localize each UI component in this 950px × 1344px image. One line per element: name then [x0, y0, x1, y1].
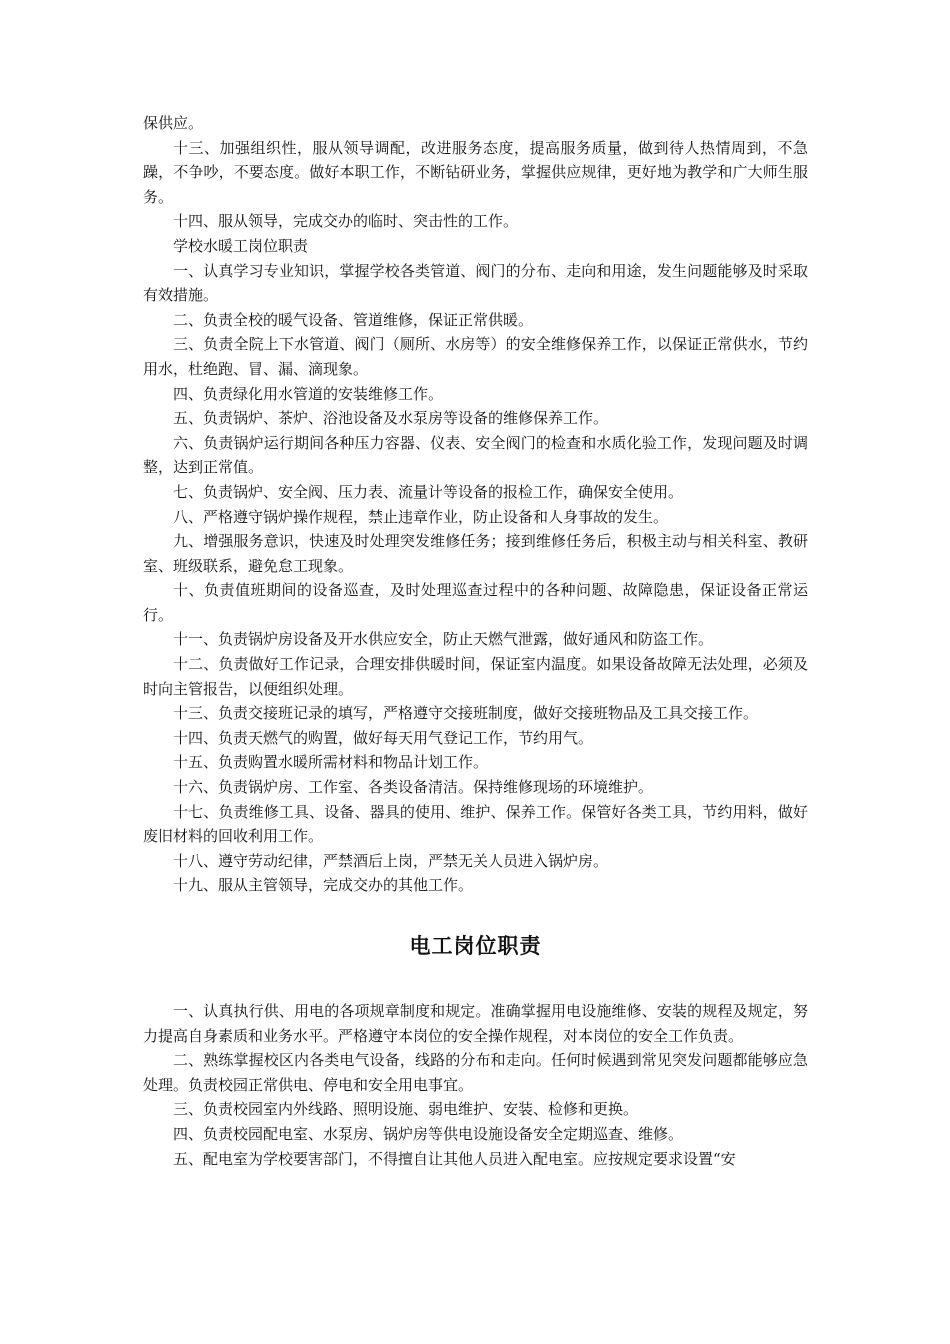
- paragraph: 十九、服从主管领导，完成交办的其他工作。: [173, 876, 474, 895]
- document-page: [143, 111, 808, 1171]
- section-heading: 电工岗位职责: [409, 934, 542, 958]
- paragraph: 十七、负责维修工具、设备、器具的使用、维护、保养工作。保管好各类工具，节约用料，做好废旧材料的回收利用工作。: [143, 802, 808, 846]
- paragraph: 五、负责锅炉、茶炉、浴池设备及水泵房等设备的维修保养工作。: [173, 409, 609, 428]
- subsection-title: 学校水暖工岗位职责: [173, 236, 309, 255]
- paragraph: 十四、服从领导，完成交办的临时、突击性的工作。: [173, 212, 519, 231]
- paragraph: 十、负责值班期间的设备巡查，及时处理巡查过程中的各种问题、故障隐患，保证设备正常运行。: [143, 581, 808, 624]
- paragraph: 十五、负责购置水暖所需材料和物品计划工作。: [173, 753, 489, 772]
- paragraph: 保供应。: [143, 114, 204, 132]
- paragraph: 一、认真学习专业知识，掌握学校各类管道、阀门的分布、走向和用途，发生问题能够及时采取有效措施。: [143, 261, 808, 305]
- paragraph: 一、认真执行供、用电的各项规章制度和规定。准确掌握用电设施维修、安装的规程及规定，努力提高自身素质和业务水平。严格遵守本岗位的安全操作规程，对本岗位的安全工作负责。: [143, 1002, 808, 1045]
- paragraph: 二、熟练掌握校区内各类电气设备，线路的分布和走向。任何时候遇到常见突发问题都能够应急处理。负责校园正常供电、停电和安全用电事宜。: [143, 1051, 808, 1094]
- paragraph: 三、负责全院上下水管道、阀门（厕所、水房等）的安全维修保养工作，以保证正常供水，节约用水，杜绝跑、冒、漏、滴现象。: [143, 335, 808, 378]
- paragraph: 六、负责锅炉运行期间各种压力容器、仪表、安全阀门的检查和水质化验工作，发现问题及时调整，达到正常值。: [143, 433, 808, 477]
- paragraph: 七、负责锅炉、安全阀、压力表、流量计等设备的报检工作，确保安全使用。: [173, 482, 684, 501]
- paragraph: 十三、负责交接班记录的填写，严格遵守交接班制度，做好交接班物品及工具交接工作。: [173, 704, 759, 723]
- paragraph: 四、负责校园配电室、水泵房、锅炉房等供电设施设备安全定期巡查、维修。: [173, 1124, 684, 1143]
- paragraph: 九、增强服务意识，快速及时处理突发维修任务；接到维修任务后，积极主动与相关科室、教研室、班级联系，避免怠工现象。: [143, 532, 808, 575]
- paragraph: 十二、负责做好工作记录，合理安排供暖时间，保证室内温度。如果设备故障无法处理，必须及时向主管报告，以便组织处理。: [143, 655, 808, 698]
- paragraph: 四、负责绿化用水管道的安装维修工作。: [173, 384, 444, 403]
- paragraph: 十六、负责锅炉房、工作室、各类设备清洁。保持维修现场的环境维护。: [173, 778, 654, 797]
- paragraph: 八、严格遵守锅炉操作规程，禁止违章作业，防止设备和人身事故的发生。: [173, 507, 669, 526]
- paragraph: 二、负责全校的暖气设备、管道维修，保证正常供暖。: [173, 310, 534, 329]
- paragraph: 十八、遵守劳动纪律，严禁酒后上岗，严禁无关人员进入锅炉房。: [173, 851, 609, 870]
- paragraph: 十四、负责天燃气的购置，做好每天用气登记工作，节约用气。: [173, 728, 594, 747]
- paragraph: 十一、负责锅炉房设备及开水供应安全，防止天燃气泄露，做好通风和防盗工作。: [173, 630, 714, 649]
- paragraph: 三、负责校园室内外线路、照明设施、弱电维护、安装、检修和更换。: [173, 1100, 639, 1119]
- paragraph: 十三、加强组织性，服从领导调配，改进服务态度，提高服务质量，做到待人热情周到，不急躁，不争吵，不要态度。做好本职工作，不断钻研业务，掌握供应规律，更好地为教学和广大师生服务。: [143, 138, 808, 206]
- paragraph: 五、配电室为学校要害部门，不得擅自让其他人员进入配电室。应按规定要求设置“安: [173, 1149, 736, 1168]
- section-plumber-duties: [143, 111, 808, 898]
- section-electrician-duties: [143, 999, 808, 1171]
